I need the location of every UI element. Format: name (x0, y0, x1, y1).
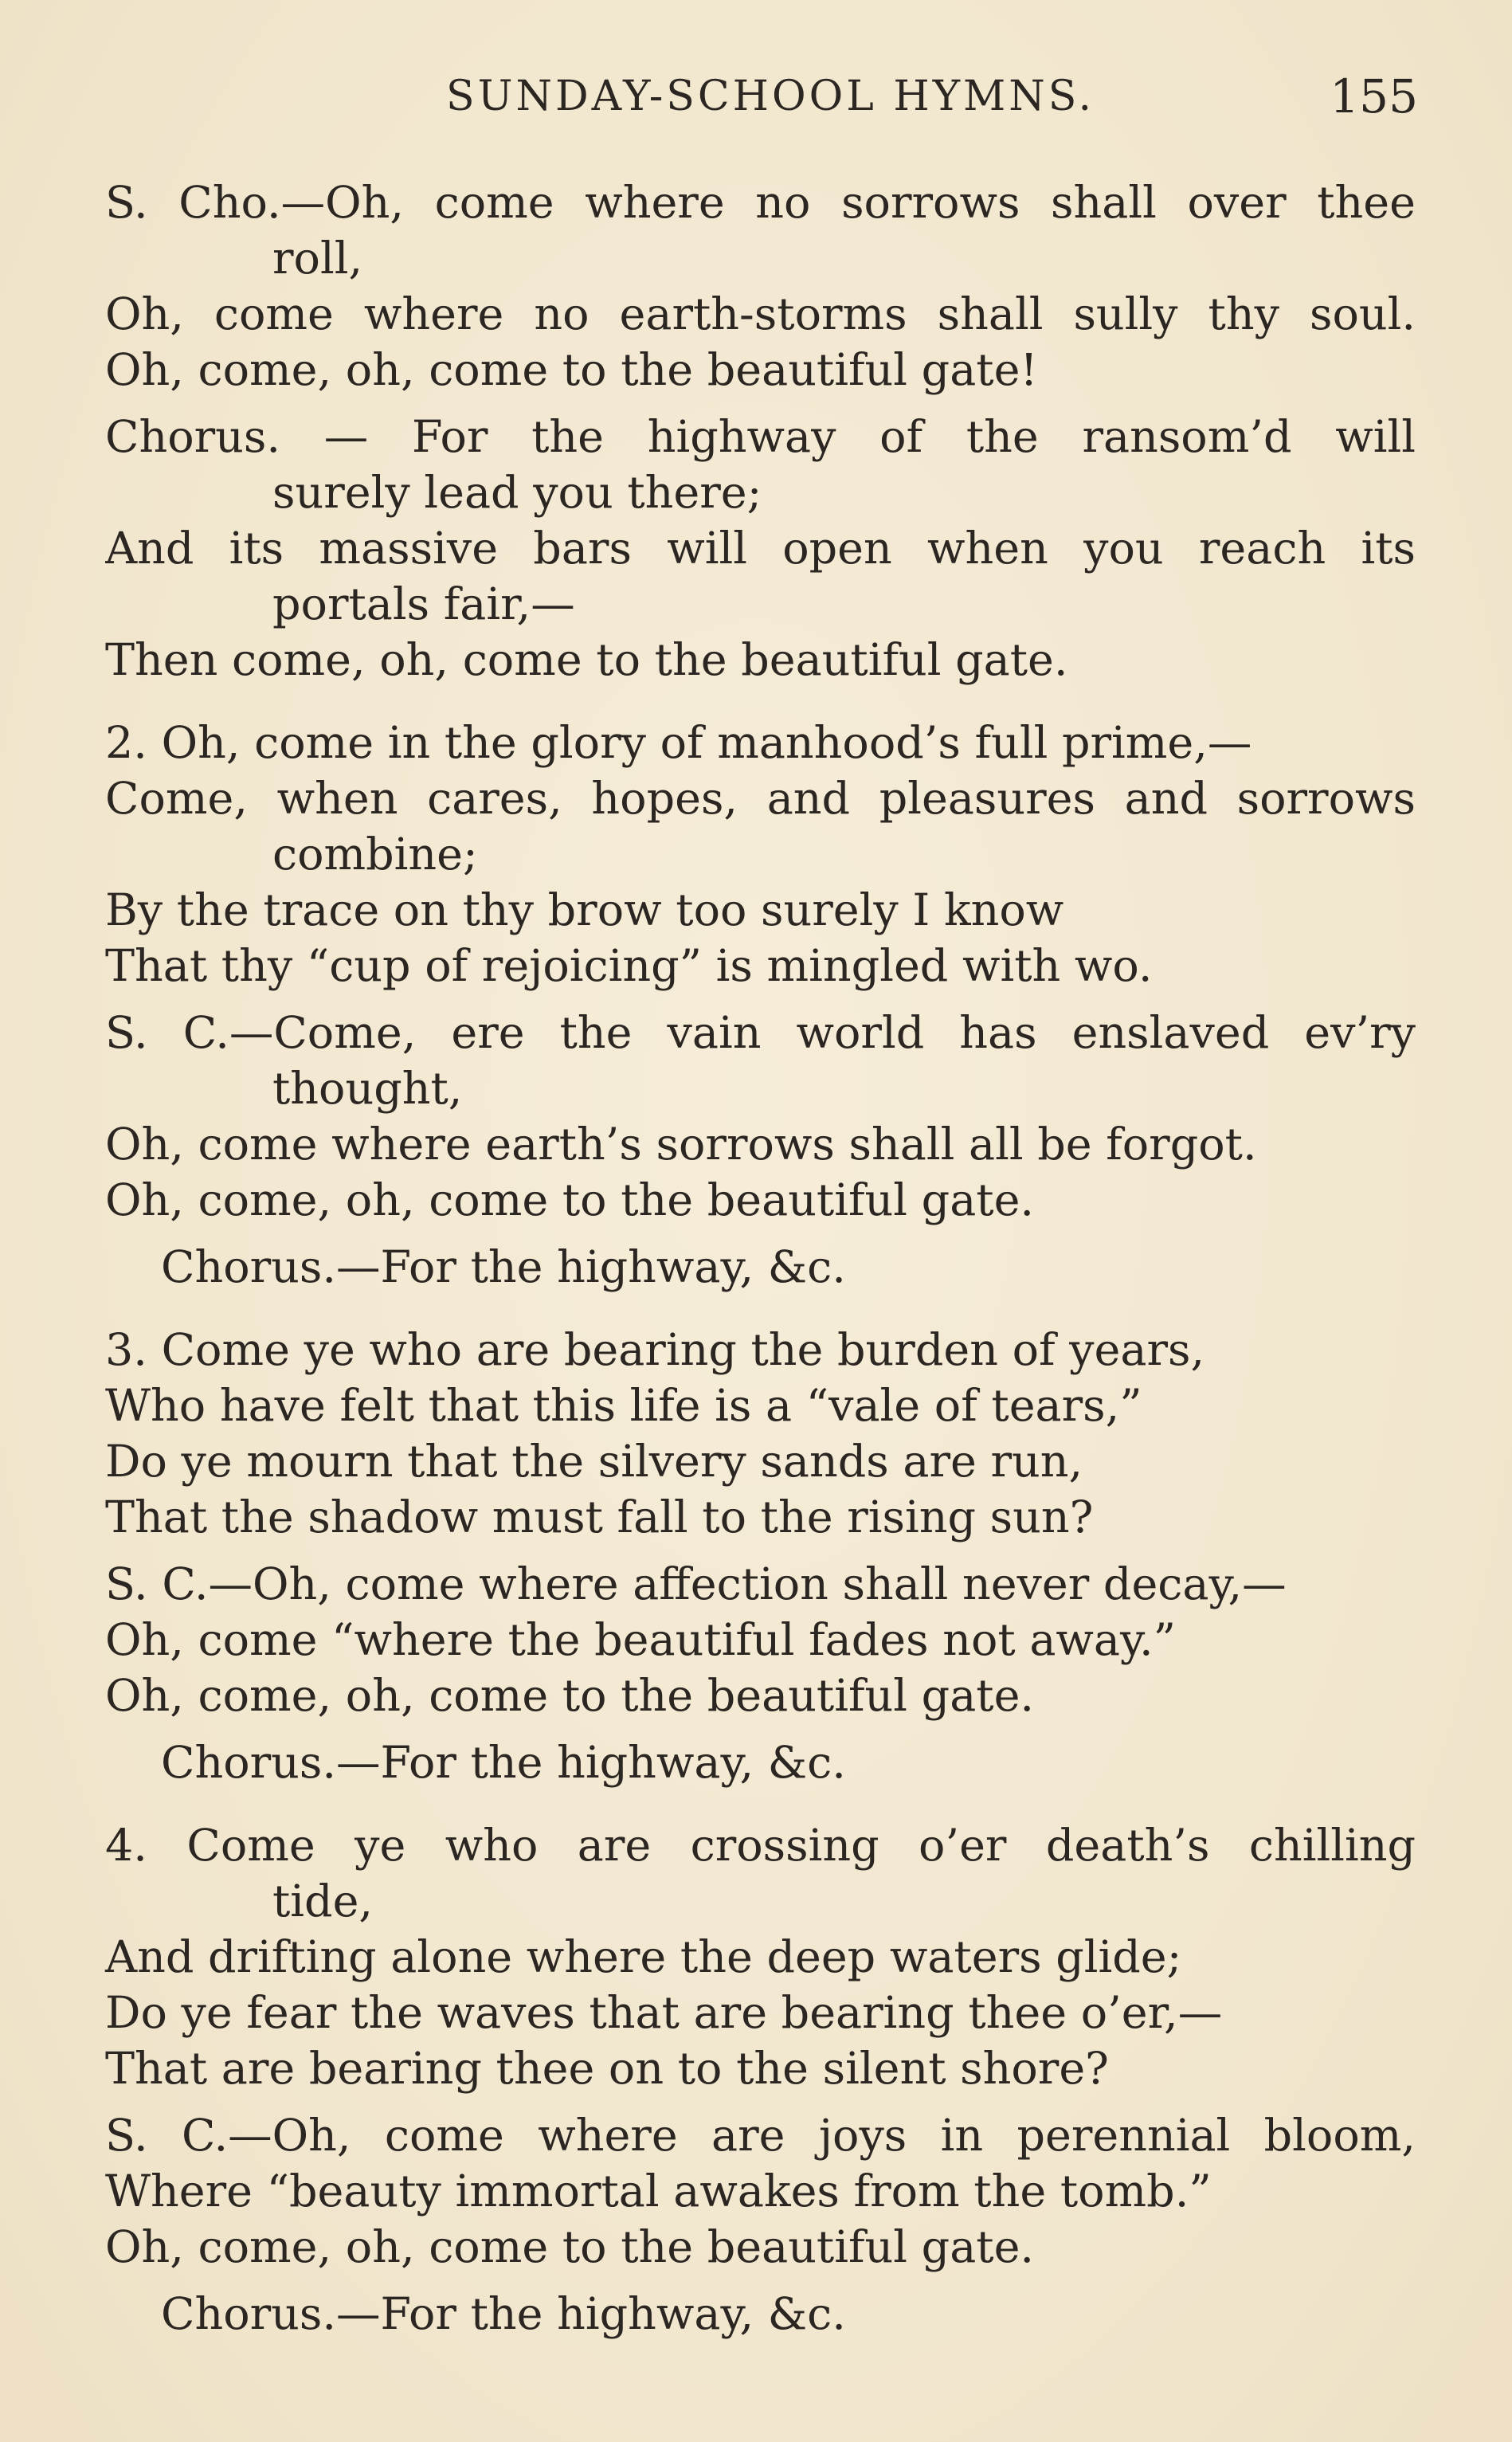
stanza-block (105, 1735, 1416, 1791)
verse-line: 4. Come ye who are crossing o’er death’s chilling (105, 1820, 1416, 1872)
verse-line: And drifting alone where the deep waters glide; (105, 1931, 1182, 1983)
verse-line: Do ye mourn that the silvery sands are run, (105, 1436, 1083, 1488)
verse-line: And its massive bars will open when you reach its (105, 523, 1416, 574)
stanza-block (105, 715, 1416, 994)
verse-line: That are bearing thee on to the silent shore? (105, 2043, 1109, 2095)
verse-line: Then come, oh, come to the beautiful gate. (105, 634, 1068, 686)
stanza-spacer (105, 1295, 1416, 1323)
verse-line: Oh, come, oh, come to the beautiful gate! (105, 344, 1038, 396)
verse-line: S. C.—Oh, come where are joys in perennial bloom, (105, 2110, 1416, 2162)
stanza-block (105, 1818, 1416, 2097)
stanza-spacer (105, 994, 1416, 1005)
stanza-block (105, 1240, 1416, 1295)
chorus-reference: Chorus.—For the highway, &c. (161, 1241, 846, 1293)
stanza-spacer (105, 1229, 1416, 1240)
stanza-block (105, 410, 1416, 688)
stanza-spacer (105, 1724, 1416, 1735)
verse-line: By the trace on thy brow too surely I know (105, 884, 1064, 936)
verse-line: surely lead you there; (272, 467, 762, 519)
verse-line: Oh, come, oh, come to the beautiful gate. (105, 1174, 1035, 1226)
stanza-block (105, 1557, 1416, 1724)
verse-line: Come, when cares, hopes, and pleasures and sorrows (105, 773, 1416, 825)
stanza-spacer (105, 2097, 1416, 2108)
verse-line: tide, (272, 1876, 374, 1927)
verse-line: Oh, come “where the beautiful fades not away.” (105, 1614, 1177, 1666)
stanza-spacer (105, 2275, 1416, 2287)
verse-line: Where “beauty immortal awakes from the tomb.” (105, 2166, 1212, 2217)
verse-line: S. C.—Oh, come where affection shall never decay,— (105, 1558, 1287, 1610)
verse-line: S. C.—Come, ere the vain world has enslaved ev’ry (105, 1007, 1416, 1059)
stanza-block (105, 1323, 1416, 1546)
verse-line: thought, (272, 1063, 463, 1115)
verse-line: roll, (272, 233, 363, 284)
stanza-spacer (105, 688, 1416, 715)
verse-line: Oh, come where earth’s sorrows shall all be forgot. (105, 1119, 1257, 1170)
verse-line: Oh, come, oh, come to the beautiful gate. (105, 1670, 1035, 1722)
page-header (104, 69, 1418, 124)
verse-line: Oh, come, oh, come to the beautiful gate. (105, 2221, 1035, 2273)
stanza-block (105, 2287, 1416, 2342)
chorus-reference: Chorus.—For the highway, &c. (161, 1737, 846, 1789)
verse-line: 2. Oh, come in the glory of manhood’s full prime,— (105, 717, 1252, 769)
verse-line: Oh, come where no earth-storms shall sully thy soul. (105, 288, 1416, 340)
stanza-spacer (105, 398, 1416, 410)
stanza-spacer (105, 1791, 1416, 1818)
verse-line: S. Cho.—Oh, come where no sorrows shall over thee (105, 177, 1416, 229)
running-head: SUNDAY-SCHOOL HYMNS. (446, 73, 1095, 120)
verse-line: Do ye fear the waves that are bearing thee o’er,— (105, 1987, 1223, 2039)
verse-line: portals fair,— (272, 578, 575, 630)
page-number: 155 (1330, 69, 1418, 123)
verse-line: combine; (272, 829, 478, 880)
stanza-block (105, 1005, 1416, 1229)
verse-line: That thy “cup of rejoicing” is mingled with wo. (105, 940, 1153, 992)
chorus-reference: Chorus.—For the highway, &c. (161, 2288, 846, 2340)
verse-line: That the shadow must fall to the rising sun? (105, 1491, 1094, 1543)
stanza-block (105, 2108, 1416, 2275)
verse-line: Who have felt that this life is a “vale of tears,” (105, 1380, 1142, 1432)
hymn-text (105, 175, 1416, 2342)
verse-line: Chorus. — For the highway of the ransom’d will (105, 411, 1416, 463)
stanza-block (105, 175, 1416, 398)
stanza-spacer (105, 1546, 1416, 1557)
verse-line: 3. Come ye who are bearing the burden of years, (105, 1324, 1205, 1376)
